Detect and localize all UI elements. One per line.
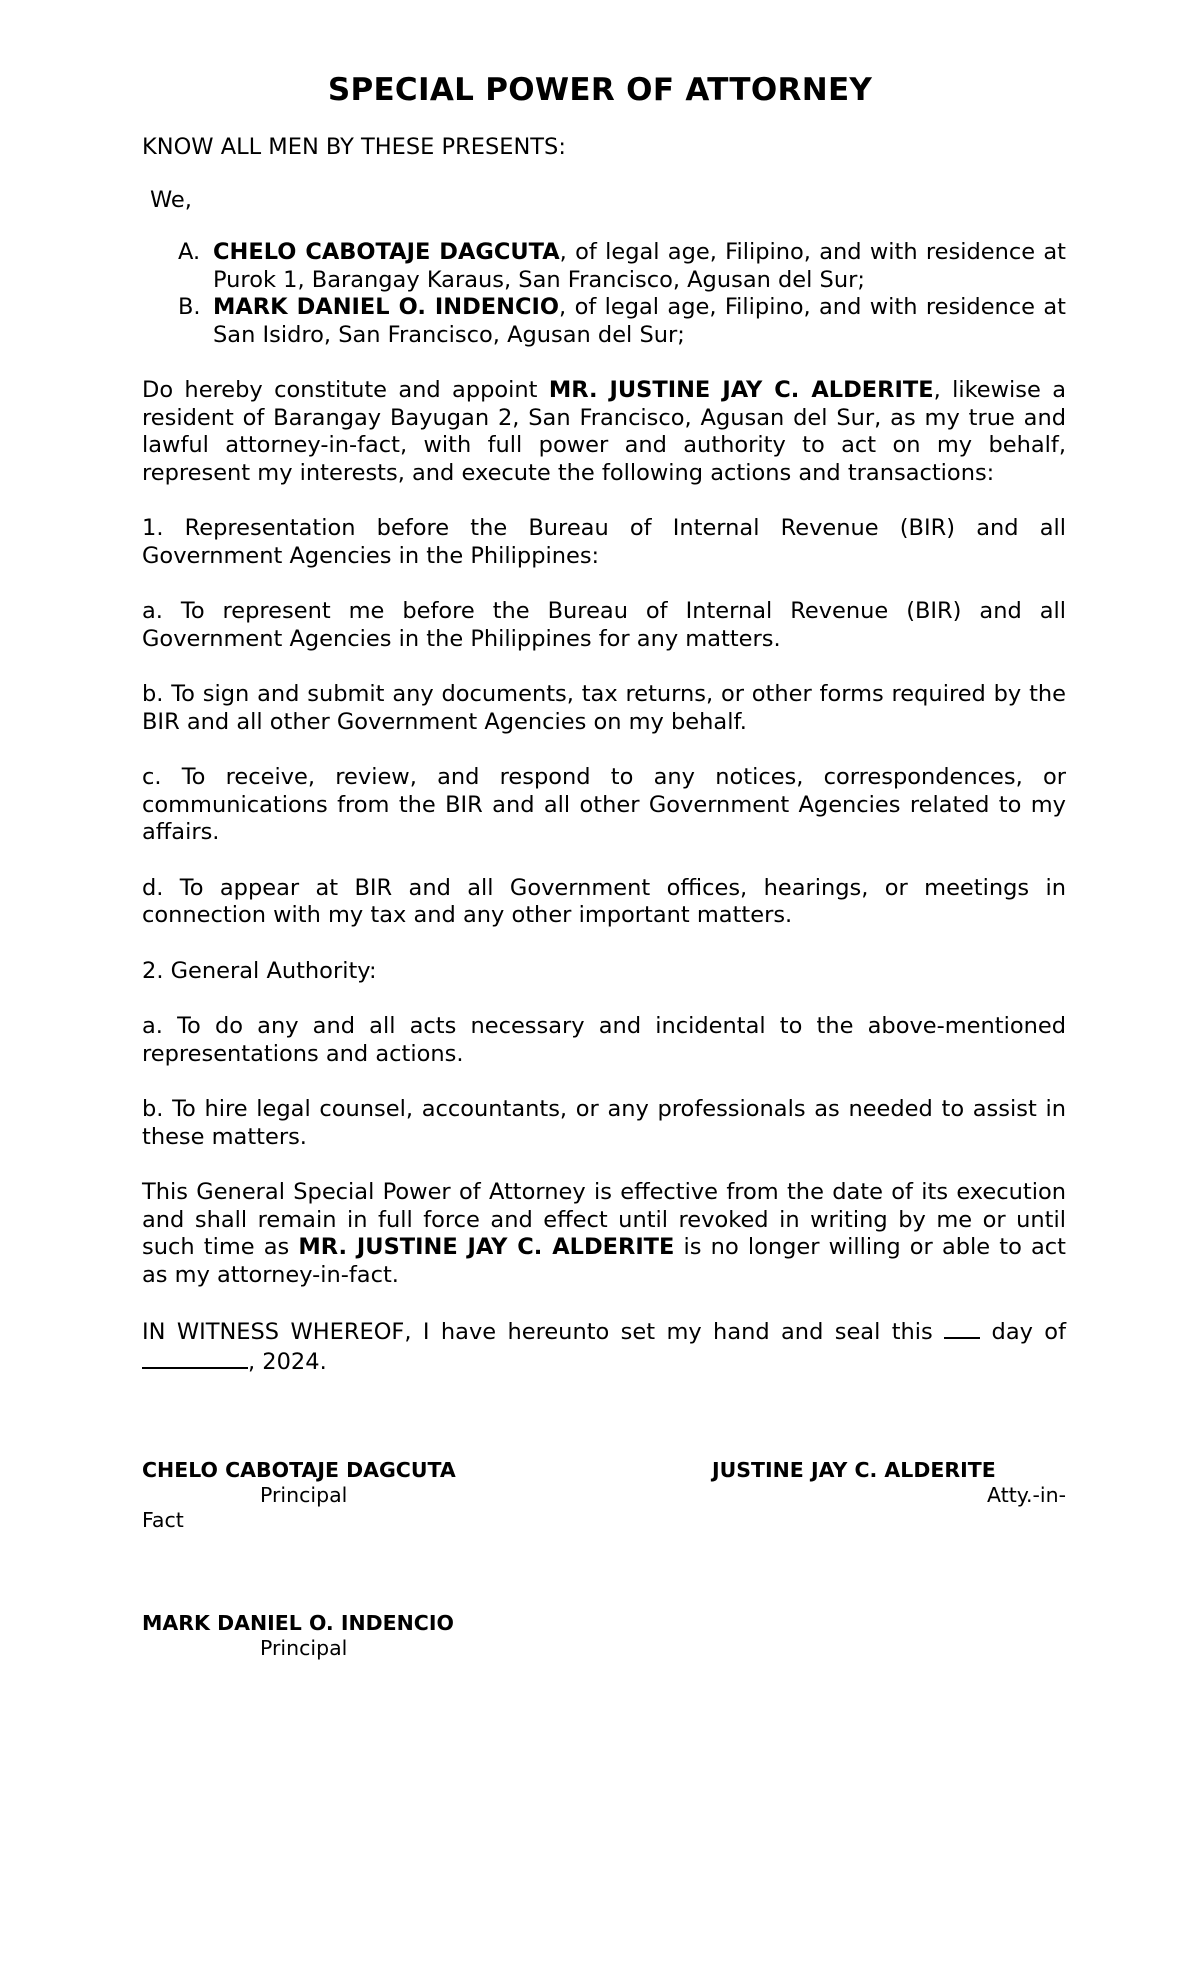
principal-1-role: Principal	[260, 1483, 348, 1507]
principal-1-name: CHELO CABOTAJE DAGCUTA	[142, 1458, 456, 1482]
section-2-item-a: a. To do any and all acts necessary and incidental to the above-mentioned representations and actions.	[142, 1013, 1066, 1067]
appointment-text: Do hereby constitute and appoint	[142, 377, 549, 403]
effectivity-text: This General Special Power of Attorney is effective from the date of its execution and shall remain in full force and effect until revoked in writing by me or until such time as	[142, 1179, 1066, 1260]
principal-2-role: Principal	[260, 1636, 348, 1660]
section-2-item-b: b. To hire legal counsel, accountants, or any professionals as needed to assist in these matters.	[142, 1096, 1066, 1150]
section-1-item-d: d. To appear at BIR and all Government offices, hearings, or meetings in connection with my tax and any other important matters.	[142, 874, 1066, 928]
month-blank	[142, 1347, 248, 1369]
attorney-role-continued: Fact	[142, 1508, 184, 1532]
day-blank	[944, 1317, 980, 1339]
witness-text-end: , 2024.	[248, 1348, 327, 1375]
principal-2-name: MARK DANIEL O. INDENCIO	[142, 1611, 454, 1635]
witness-paragraph	[142, 1317, 1066, 1376]
party-details: , of legal age, Filipino, and with residence at San Isidro, San Francisco, Agusan del Sur;	[213, 294, 1067, 348]
intro-line: KNOW ALL MEN BY THESE PRESENTS:	[142, 134, 566, 160]
we-line: We,	[150, 186, 192, 213]
section-2-heading: 2. General Authority:	[142, 957, 377, 984]
party-item	[142, 239, 1066, 294]
appointment-text-rest: , likewise a resident of Barangay Bayugan 2, San Francisco, Agusan del Sur, as my true and lawful attorney-in-fact, with full power and authority to act on my behalf, represent my interests, and execute the following actions and transactions:	[142, 377, 1066, 486]
document-title: SPECIAL POWER OF ATTORNEY	[327, 72, 873, 108]
party-letter: A.	[178, 239, 201, 265]
party-details: , of legal age, Filipino, and with residence at Purok 1, Barangay Karaus, San Francisco, Agusan del Sur;	[213, 239, 1066, 293]
party-item	[142, 294, 1066, 349]
attorney-role: Atty.-in-	[987, 1483, 1066, 1507]
witness-text-middle: day of	[980, 1319, 1066, 1345]
section-1-item-a: a. To represent me before the Bureau of Internal Revenue (BIR) and all Government Agencies in the Philippines for any matters.	[142, 598, 1066, 652]
section-1-item-c: c. To receive, review, and respond to any notices, correspondences, or communications from the BIR and all other Government Agencies related to my affairs.	[142, 764, 1066, 845]
parties-list	[142, 239, 1066, 349]
section-1-heading: 1. Representation before the Bureau of Internal Revenue (BIR) and all Government Agencies in the Philippines:	[142, 515, 1066, 569]
effectivity-text-rest: is no longer willing or able to act as my attorney-in-fact.	[142, 1234, 1066, 1288]
appointment-paragraph	[142, 377, 1066, 487]
witness-text: IN WITNESS WHEREOF, I have hereunto set my hand and seal this	[142, 1319, 945, 1345]
party-name: MARK DANIEL O. INDENCIO	[213, 294, 560, 320]
effectivity-paragraph	[142, 1179, 1066, 1289]
party-letter: B.	[178, 294, 201, 320]
attorney-signature-name: JUSTINE JAY C. ALDERITE	[712, 1458, 996, 1482]
section-1-item-b: b. To sign and submit any documents, tax returns, or other forms required by the BIR and all other Government Agencies on my behalf.	[142, 681, 1066, 735]
attorney-name: MR. JUSTINE JAY C. ALDERITE	[548, 377, 934, 403]
party-name: CHELO CABOTAJE DAGCUTA	[213, 239, 560, 265]
attorney-name: MR. JUSTINE JAY C. ALDERITE	[298, 1234, 675, 1260]
document-body	[142, 134, 1066, 1376]
